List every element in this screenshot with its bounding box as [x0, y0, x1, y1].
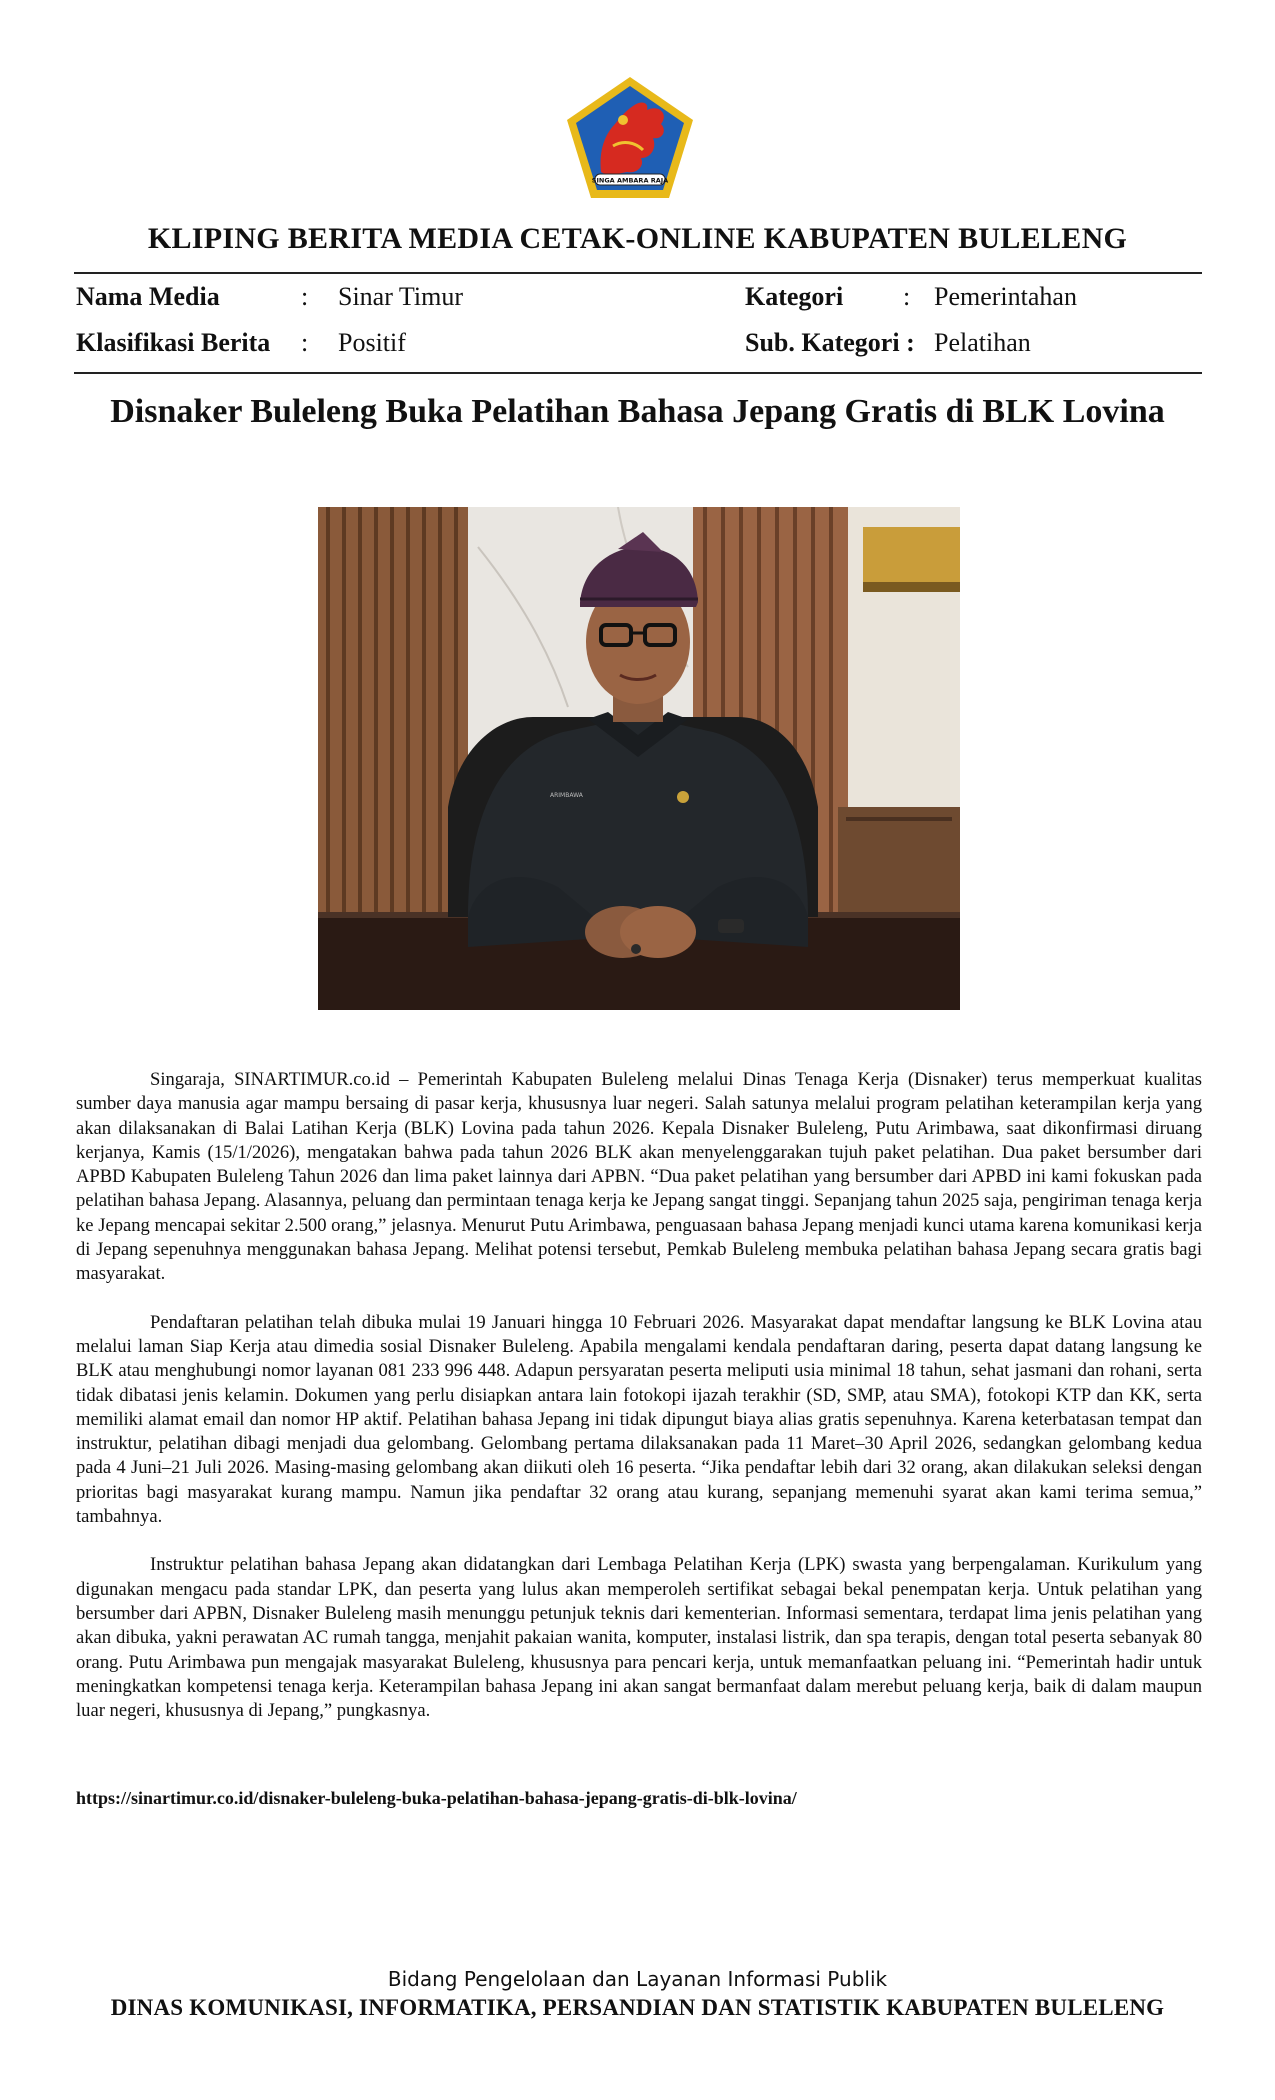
article-body: [76, 1068, 1202, 1747]
media-value: Sinar Timur: [338, 282, 463, 311]
photo-name-badge: ARIMBAWA: [550, 792, 583, 799]
article-paragraph: Singaraja, SINARTIMUR.co.id – Pemerintah Kabupaten Buleleng melalui Dinas Tenaga Kerja (Disnaker) terus memperkuat kualitas sumber daya manusia agar mampu bersaing di pasar kerja, khususnya luar negeri. Salah satunya melalui program pelatihan keterampilan kerja yang akan dilaksanakan di Balai Latihan Kerja (BLK) Lovina pada tahun 2026. Kepala Disnaker Buleleng, Putu Arimbawa, saat dikonfirmasi diruang kerjanya, Kamis (15/1/2026), mengatakan bahwa pada tahun 2026 BLK akan menyelenggarakan tujuh paket pelatihan. Dua paket bersumber dari APBD Kabupaten Buleleng Tahun 2026 dan lima paket lainnya dari APBN. “Dua paket pelatihan yang bersumber dari APBD ini kami fokuskan pada pelatihan bahasa Jepang. Alasannya, peluang dan permintaan tenaga kerja ke Jepang sangat tinggi. Sepanjang tahun 2025 saja, pengiriman tenaga kerja ke Jepang mencapai sekitar 2.500 orang,” jelasnya. Menurut Putu Arimbawa, penguasaan bahasa Jepang menjadi kunci utama karena komunikasi kerja di Jepang sepenuhnya menggunakan bahasa Jepang. Melihat potensi tersebut, Pemkab Buleleng membuka pelatihan bahasa Jepang secara gratis bagi masyarakat.: [76, 1069, 1202, 1285]
article-paragraph: Pendaftaran pelatihan telah dibuka mulai 19 Januari hingga 10 Februari 2026. Masyarakat dapat mendaftar langsung ke BLK Lovina atau melalui laman Siap Kerja atau dimedia sosial Disnaker Buleleng. Apabila mengalami kendala pendaftaran daring, peserta dapat datang langsung ke BLK atau menghubungi nomor layanan 081 233 996 448. Adapun persyaratan peserta meliputi usia minimal 18 tahun, sehat jasmani dan rohani, serta tidak dibatasi jenis kelamin. Dokumen yang perlu disiapkan antara lain fotokopi ijazah terakhir (SD, SMP, atau SMA), fotokopi KTP dan KK, serta memiliki alamat email dan nomor HP aktif. Pelatihan bahasa Jepang ini tidak dipungut biaya alias gratis sepenuhnya. Karena keterbatasan tempat dan instruktur, pelatihan dibagi menjadi dua gelombang. Gelombang pertama dilaksanakan pada 11 Maret–30 April 2026, sedangkan gelombang kedua pada 4 Juni–21 Juli 2026. Masing-masing gelombang akan diikuti oleh 16 peserta. “Jika pendaftar lebih dari 32 orang, akan dilakukan seleksi dengan prioritas bagi masyarakat kurang mampu. Namun jika pendaftar 32 orang atau kurang, sepanjang memenuhi syarat akan kami terima semua,” tambahnya.: [76, 1311, 1202, 1528]
media-colon: :: [301, 282, 309, 311]
footer-department: Bidang Pengelolaan dan Layanan Informasi Publik: [387, 1967, 888, 1991]
subcategory-value: Pelatihan: [934, 328, 1031, 357]
classification-colon: :: [301, 328, 309, 357]
classification-label: Klasifikasi Berita: [76, 328, 271, 357]
article-paragraph: Instruktur pelatihan bahasa Jepang akan didatangkan dari Lembaga Pelatihan Kerja (LPK) swasta yang berpengalaman. Kurikulum yang digunakan mengacu pada standar LPK, dan peserta yang lulus akan memperoleh sertifikat sebagai bekal penempatan kerja. Untuk pelatihan yang bersumber dari APBN, Disnaker Buleleng masih menunggu petunjuk teknis dari kementerian. Informasi sementara, terdapat lima jenis pelatihan yang akan dibuka, yakni perawatan AC rumah tangga, menjahit pakaian wanita, komputer, instalasi listrik, dan spa terapis, dengan total peserta sebanyak 80 orang. Putu Arimbawa pun mengajak masyarakat Buleleng, khususnya para pencari kerja, untuk memanfaatkan peluang ini. “Pemerintah hadir untuk meningkatkan kompetensi tenaga kerja. Keterampilan bahasa Jepang ini akan sangat bermanfaat dalam merebut peluang kerja, baik di dalam maupun luar negeri, khususnya di Jepang,” pungkasnya.: [76, 1554, 1202, 1722]
category-value: Pemerintahan: [934, 282, 1077, 311]
media-label: Nama Media: [76, 282, 220, 311]
subcategory-label: Sub. Kategori :: [745, 328, 915, 357]
meta-media-row: [0, 282, 1275, 314]
source-url: https://sinartimur.co.id/disnaker-buleleng-buka-pelatihan-bahasa-jepang-gratis-di-blk-lovina/: [76, 1788, 797, 1808]
logo-motto: SINGA AMBARA RAJA: [591, 176, 669, 185]
classification-value: Positif: [338, 328, 406, 357]
meta-class-row: [0, 328, 1275, 360]
footer-agency: DINAS KOMUNIKASI, INFORMATIKA, PERSANDIAN DAN STATISTIK KABUPATEN BULELENG: [110, 1995, 1165, 2020]
page-title: KLIPING BERITA MEDIA CETAK-ONLINE KABUPATEN BULELENG: [147, 222, 1128, 255]
category-colon: :: [903, 282, 911, 311]
buleleng-logo: [563, 74, 697, 202]
article-photo: [318, 507, 960, 1010]
category-label: Kategori: [745, 282, 844, 311]
bottom-divider: [74, 372, 1202, 374]
article-headline: Disnaker Buleleng Buka Pelatihan Bahasa Jepang Gratis di BLK Lovina: [110, 393, 1165, 430]
wood-panel-left: [318, 507, 468, 927]
top-divider: [74, 272, 1202, 274]
